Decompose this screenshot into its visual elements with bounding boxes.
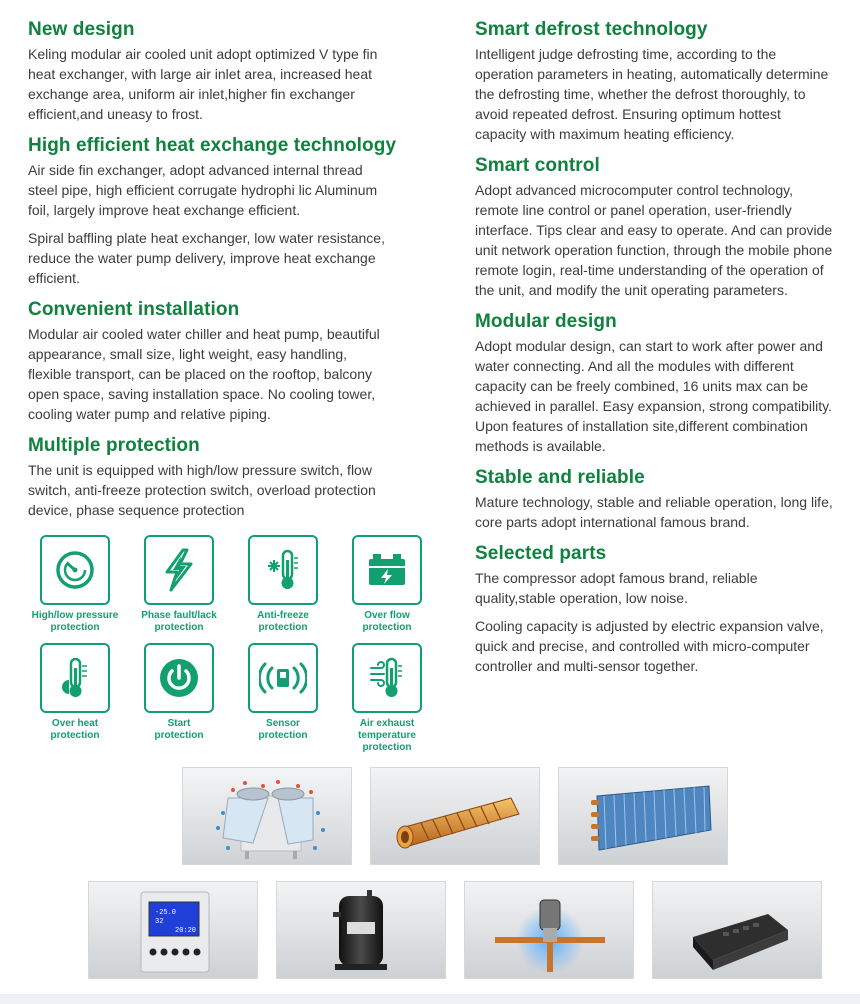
section-paragraph (28, 160, 438, 220)
protection-item (335, 535, 439, 634)
section-title: Stable and reliable (475, 467, 645, 488)
section-title: Multiple protection (28, 435, 200, 456)
compressor-photo (276, 881, 446, 979)
paragraph-line: interface. Tips clear and easy to operate. And can provide (475, 222, 833, 238)
caption-line: Anti-freeze (257, 610, 309, 621)
sensor-icon (248, 643, 318, 713)
paragraph-line: unit network operation function, through the mobile phone (475, 242, 833, 258)
protection-caption (231, 610, 335, 634)
air-cooled-unit-photo (182, 767, 352, 865)
paragraph-line: The unit is equipped with high/low pressure switch, flow (28, 462, 372, 478)
paragraph-line: exchange area, uniform air inlet,higher fin exchanger (28, 86, 355, 102)
paragraph-line: efficient. (28, 270, 80, 286)
power-icon (144, 643, 214, 713)
paragraph-line: Intelligent judge defrosting time, according to the (475, 46, 777, 62)
paragraph-line: device, phase sequence protection (28, 502, 245, 518)
bottom-band (0, 994, 860, 1004)
paragraph-line: methods is available. (475, 438, 606, 454)
gauge-icon (40, 535, 110, 605)
protection-caption (335, 610, 439, 634)
section-paragraph (475, 492, 860, 532)
caption-line: Sensor (266, 718, 300, 729)
spiral-tube-photo (370, 767, 540, 865)
protection-item (23, 643, 127, 742)
caption-line: Over heat (51, 718, 99, 729)
thermometer-icon (40, 643, 110, 713)
paragraph-line: core parts adopt international famous brand. (475, 514, 750, 530)
controller-panel-photo (88, 881, 258, 979)
paragraph-line: foil, largely improve heat exchange efficient. (28, 202, 301, 218)
battery-icon (352, 535, 422, 605)
caption-line: temperature protection (358, 730, 416, 753)
section-paragraph (475, 180, 860, 300)
paragraph-line: reduce the water pump delivery, improve heat exchange (28, 250, 376, 266)
paragraph-line: cooling water pump and relative piping. (28, 406, 271, 422)
plc-module-photo (652, 881, 822, 979)
paragraph-line: remote line control or panel operation, user-friendly (475, 202, 792, 218)
paragraph-line: Spiral baffling plate heat exchanger, low water resistance, (28, 230, 385, 246)
paragraph-line: Air side fin exchanger, adopt advanced internal thread (28, 162, 363, 178)
caption-line: protection (50, 730, 100, 741)
caption-line: Start (167, 718, 191, 729)
protection-item (231, 643, 335, 742)
paragraph-line: Modular air cooled water chiller and heat pump, beautiful (28, 326, 380, 342)
section-paragraph (28, 324, 438, 424)
section-paragraph (28, 44, 438, 124)
paragraph-line: water connecting. And all the modules with different (475, 358, 794, 374)
section-title: High efficient heat exchange technology (28, 135, 397, 156)
protection-caption (23, 610, 127, 634)
paragraph-line: quick and precise, and controlled with micro-computer (475, 638, 810, 654)
paragraph-line: steel pipe, high efficient corrugate hydrophi lic Aluminum (28, 182, 378, 198)
protection-item (127, 535, 231, 634)
left-column (28, 18, 438, 520)
lightning-icon (144, 535, 214, 605)
paragraph-line: Keling modular air cooled unit adopt optimized V type fin (28, 46, 378, 62)
section-paragraph (28, 228, 438, 288)
paragraph-line: Adopt modular design, can start to work after power and (475, 338, 823, 354)
section-paragraph (475, 44, 860, 144)
section-title: Smart control (475, 155, 600, 176)
snow-thermometer-icon (248, 535, 318, 605)
caption-line: Over flow (364, 610, 410, 621)
caption-line: protection (258, 622, 308, 633)
paragraph-line: flexible transport, can be placed on the rooftop, balcony (28, 366, 372, 382)
section-paragraph (28, 460, 438, 520)
paragraph-line: the unit, and modify the unit operating parameters. (475, 282, 788, 298)
protection-item (127, 643, 231, 742)
paragraph-line: Adopt advanced microcomputer control technology, (475, 182, 794, 198)
protection-caption (335, 718, 439, 754)
caption-line: protection (362, 622, 412, 633)
paragraph-line: achieved in parallel. Easy expansion, strong compatibility. (475, 398, 832, 414)
paragraph-line: capacity can be freely combined, 16 units max can be (475, 378, 809, 394)
protection-caption (127, 718, 231, 742)
caption-line: protection (154, 730, 204, 741)
paragraph-line: switch, anti-freeze protection switch, overload protection (28, 482, 376, 498)
protection-item (23, 535, 127, 634)
paragraph-line: operation parameters in heating, automatically determine (475, 66, 829, 82)
expansion-valve-photo (464, 881, 634, 979)
protection-item (335, 643, 439, 754)
controller-readout-1: -25.0 (155, 909, 177, 917)
paragraph-line: the defrosting time, whether the defrost thoroughly, to (475, 86, 806, 102)
caption-line: Phase fault/lack (141, 610, 217, 621)
section-title: Modular design (475, 311, 617, 332)
paragraph-line: remote login, real-time understanding of the operation of (475, 262, 824, 278)
caption-line: protection (258, 730, 308, 741)
protection-caption (127, 610, 231, 634)
paragraph-line: controller and multi-sensor together. (475, 658, 699, 674)
paragraph-line: Upon features of installation site,different combination (475, 418, 808, 434)
paragraph-line: appearance, small size, light weight, easy handling, (28, 346, 348, 362)
paragraph-line: efficient,and uneasy to frost. (28, 106, 203, 122)
protection-caption (231, 718, 335, 742)
caption-line: protection (154, 622, 204, 633)
paragraph-line: capacity with maximum heating efficiency. (475, 126, 735, 142)
caption-line: High/low pressure (31, 610, 119, 621)
protection-caption (23, 718, 127, 742)
fan-thermometer-icon (352, 643, 422, 713)
paragraph-line: avoid repeated defrost. Ensuring optimum hottest (475, 106, 781, 122)
paragraph-line: quality,stable operation, low noise. (475, 590, 688, 606)
section-title: Selected parts (475, 543, 607, 564)
section-title: Smart defrost technology (475, 19, 708, 40)
protection-item (231, 535, 335, 634)
controller-readout-3: 20:20 (175, 927, 197, 935)
caption-line: protection (50, 622, 100, 633)
controller-readout-2: 32 (155, 918, 164, 926)
paragraph-line: heat exchanger, with large air inlet area, increased heat (28, 66, 372, 82)
paragraph-line: The compressor adopt famous brand, reliable (475, 570, 758, 586)
section-title: Convenient installation (28, 299, 240, 320)
section-paragraph (475, 616, 860, 676)
paragraph-line: Cooling capacity is adjusted by electric expansion valve, (475, 618, 824, 634)
section-paragraph (475, 568, 860, 608)
right-column (475, 18, 860, 676)
paragraph-line: Mature technology, stable and reliable operation, long life, (475, 494, 833, 510)
fin-coil-photo (558, 767, 728, 865)
caption-line: Air exhaust (359, 718, 415, 729)
section-paragraph (475, 336, 860, 456)
paragraph-line: open space, saving installation space. No cooling tower, (28, 386, 376, 402)
section-title: New design (28, 19, 135, 40)
